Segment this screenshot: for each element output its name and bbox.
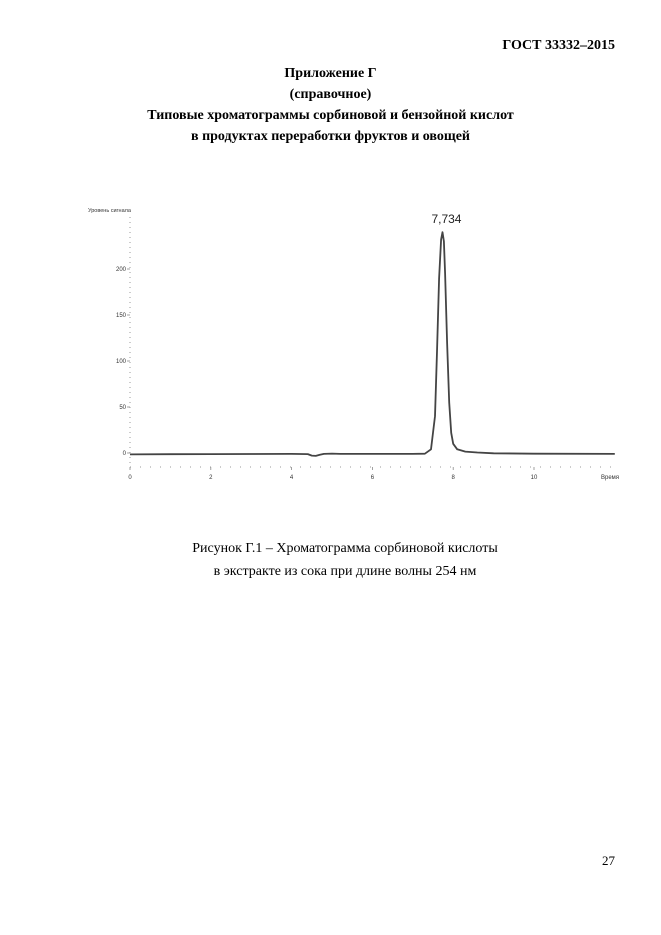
figure-caption-line1: Рисунок Г.1 – Хроматограмма сорбиновой кислоты [192,541,498,556]
figure-caption [0,537,661,583]
figure-caption-line2: в экстракте из сока при длине волны 254 нм [213,564,477,579]
x-axis-label: Время [601,475,620,481]
y-tick-label: 100 [115,359,126,365]
chart-axes [88,208,619,481]
x-tick-label: 4 [289,475,294,481]
y-tick-label: 200 [115,267,126,273]
x-tick-label: 2 [209,475,213,481]
y-tick-label: 0 [122,451,126,457]
page-number: 27 [602,853,615,868]
x-tick-label: 6 [370,475,375,481]
appendix-note: (справочное) [289,87,372,102]
y-tick-label: 50 [119,405,126,411]
appendix-title: Приложение Г [284,66,377,81]
series-line-1 [130,232,615,456]
standard-number: ГОСТ 33332–2015 [502,38,615,53]
y-tick-label: 150 [115,313,126,319]
x-tick-label: 8 [451,475,455,481]
peak-label: 7,734 [431,212,462,227]
x-tick-label: 10 [530,475,538,481]
y-axis-label: Уровень сигнала [88,208,131,214]
x-tick-label: 0 [128,475,132,481]
appendix-subtitle-line2: в продуктах переработки фруктов и овощей [191,129,470,144]
chart-marks [130,212,615,456]
appendix-subtitle-line1: Типовые хроматограммы сорбиновой и бензойной кислот [147,108,514,123]
